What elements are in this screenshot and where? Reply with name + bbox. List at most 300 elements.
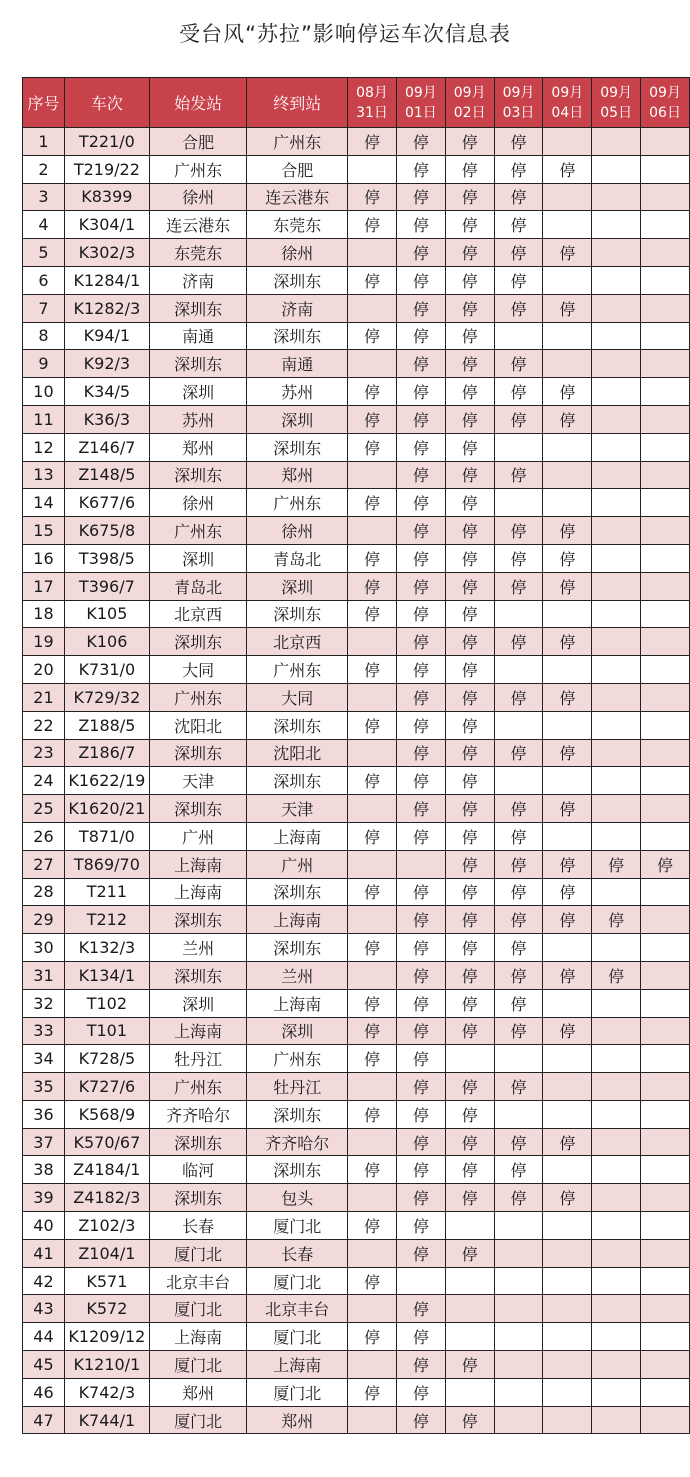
cell-no: 13 bbox=[23, 461, 65, 489]
cell-status bbox=[543, 989, 592, 1017]
cell-status bbox=[592, 1073, 641, 1101]
cell-status bbox=[348, 739, 397, 767]
table-header bbox=[23, 78, 690, 128]
cell-status bbox=[641, 1045, 690, 1073]
cell-to: 徐州 bbox=[247, 517, 348, 545]
cell-status bbox=[543, 183, 592, 211]
cell-status bbox=[641, 322, 690, 350]
cell-no: 24 bbox=[23, 767, 65, 795]
cell-status bbox=[348, 1128, 397, 1156]
cell-to: 深圳东 bbox=[247, 433, 348, 461]
cell-status bbox=[641, 350, 690, 378]
cell-status bbox=[396, 1267, 445, 1295]
cell-status bbox=[543, 1100, 592, 1128]
cell-status: 停 bbox=[543, 878, 592, 906]
cell-status: 停 bbox=[396, 544, 445, 572]
cell-no: 36 bbox=[23, 1100, 65, 1128]
cell-status: 停 bbox=[396, 934, 445, 962]
cell-status: 停 bbox=[348, 934, 397, 962]
cell-to: 广州东 bbox=[247, 128, 348, 156]
cell-no: 38 bbox=[23, 1156, 65, 1184]
cell-from: 深圳东 bbox=[149, 739, 247, 767]
cell-status bbox=[592, 683, 641, 711]
cell-status: 停 bbox=[543, 239, 592, 267]
cell-train: K572 bbox=[64, 1295, 149, 1323]
cell-status: 停 bbox=[445, 989, 494, 1017]
cell-train: T398/5 bbox=[64, 544, 149, 572]
cell-status bbox=[592, 795, 641, 823]
cell-no: 18 bbox=[23, 600, 65, 628]
table-row bbox=[23, 1156, 690, 1184]
cell-to: 兰州 bbox=[247, 961, 348, 989]
table-row bbox=[23, 183, 690, 211]
cell-status bbox=[543, 1045, 592, 1073]
cell-to: 厦门北 bbox=[247, 1323, 348, 1351]
cell-status bbox=[641, 1156, 690, 1184]
cell-status bbox=[543, 767, 592, 795]
cell-status bbox=[641, 1351, 690, 1379]
cell-status bbox=[543, 322, 592, 350]
cell-status: 停 bbox=[494, 155, 543, 183]
cell-train: T221/0 bbox=[64, 128, 149, 156]
cell-no: 9 bbox=[23, 350, 65, 378]
cell-status: 停 bbox=[445, 294, 494, 322]
cell-no: 26 bbox=[23, 822, 65, 850]
cell-from: 深圳东 bbox=[149, 294, 247, 322]
cell-status: 停 bbox=[445, 656, 494, 684]
cell-no: 10 bbox=[23, 378, 65, 406]
cell-status bbox=[543, 211, 592, 239]
cell-train: Z4182/3 bbox=[64, 1184, 149, 1212]
table-row bbox=[23, 1212, 690, 1240]
cell-status: 停 bbox=[494, 128, 543, 156]
cell-train: Z4184/1 bbox=[64, 1156, 149, 1184]
cell-status: 停 bbox=[396, 1184, 445, 1212]
cell-from: 上海南 bbox=[149, 878, 247, 906]
cell-to: 济南 bbox=[247, 294, 348, 322]
cell-status: 停 bbox=[445, 378, 494, 406]
cell-status bbox=[543, 1295, 592, 1323]
cell-train: K302/3 bbox=[64, 239, 149, 267]
cell-status bbox=[641, 1239, 690, 1267]
cell-status: 停 bbox=[396, 322, 445, 350]
cell-from: 兰州 bbox=[149, 934, 247, 962]
cell-train: K729/32 bbox=[64, 683, 149, 711]
header-date: 09月 06日 bbox=[641, 78, 690, 128]
cell-status bbox=[592, 433, 641, 461]
cell-status: 停 bbox=[543, 795, 592, 823]
cell-from: 深圳东 bbox=[149, 961, 247, 989]
cell-no: 46 bbox=[23, 1378, 65, 1406]
cell-status bbox=[445, 1378, 494, 1406]
cell-status: 停 bbox=[348, 266, 397, 294]
cell-status bbox=[641, 433, 690, 461]
cell-status bbox=[641, 1295, 690, 1323]
table-row bbox=[23, 767, 690, 795]
cell-status: 停 bbox=[348, 1323, 397, 1351]
cell-status bbox=[592, 1156, 641, 1184]
cell-no: 34 bbox=[23, 1045, 65, 1073]
cell-status: 停 bbox=[396, 822, 445, 850]
cell-status: 停 bbox=[396, 517, 445, 545]
cell-to: 天津 bbox=[247, 795, 348, 823]
table-row bbox=[23, 1351, 690, 1379]
cell-status: 停 bbox=[348, 544, 397, 572]
cell-status bbox=[592, 128, 641, 156]
cell-from: 苏州 bbox=[149, 405, 247, 433]
cell-status: 停 bbox=[396, 878, 445, 906]
cell-to: 苏州 bbox=[247, 378, 348, 406]
cell-from: 广州东 bbox=[149, 155, 247, 183]
cell-status bbox=[641, 461, 690, 489]
table-row bbox=[23, 1073, 690, 1101]
cell-status bbox=[641, 544, 690, 572]
cell-status: 停 bbox=[396, 1100, 445, 1128]
cell-status bbox=[641, 1017, 690, 1045]
cell-status: 停 bbox=[494, 961, 543, 989]
table-row bbox=[23, 405, 690, 433]
cell-to: 深圳 bbox=[247, 1017, 348, 1045]
cell-to: 广州东 bbox=[247, 489, 348, 517]
cell-train: T396/7 bbox=[64, 572, 149, 600]
cell-no: 35 bbox=[23, 1073, 65, 1101]
cell-status bbox=[494, 600, 543, 628]
table-row bbox=[23, 1239, 690, 1267]
cell-from: 大同 bbox=[149, 656, 247, 684]
cell-no: 45 bbox=[23, 1351, 65, 1379]
cell-status: 停 bbox=[445, 211, 494, 239]
cell-status: 停 bbox=[494, 934, 543, 962]
cell-to: 深圳东 bbox=[247, 266, 348, 294]
table-row bbox=[23, 239, 690, 267]
cell-status: 停 bbox=[348, 1156, 397, 1184]
cell-status: 停 bbox=[445, 711, 494, 739]
cell-train: K1210/1 bbox=[64, 1351, 149, 1379]
cell-status bbox=[641, 1267, 690, 1295]
cell-status bbox=[348, 795, 397, 823]
cell-to: 厦门北 bbox=[247, 1212, 348, 1240]
table-row bbox=[23, 1378, 690, 1406]
cell-status bbox=[641, 1073, 690, 1101]
cell-train: K675/8 bbox=[64, 517, 149, 545]
cell-status: 停 bbox=[445, 1156, 494, 1184]
cell-status bbox=[592, 989, 641, 1017]
cell-train: Z104/1 bbox=[64, 1239, 149, 1267]
table-row bbox=[23, 656, 690, 684]
cell-from: 徐州 bbox=[149, 183, 247, 211]
cell-no: 1 bbox=[23, 128, 65, 156]
cell-status bbox=[592, 378, 641, 406]
cell-train: K105 bbox=[64, 600, 149, 628]
cell-status: 停 bbox=[543, 739, 592, 767]
cell-status: 停 bbox=[543, 683, 592, 711]
cell-from: 深圳东 bbox=[149, 906, 247, 934]
cell-status: 停 bbox=[348, 183, 397, 211]
cell-status bbox=[543, 1212, 592, 1240]
cell-status bbox=[543, 1378, 592, 1406]
cell-status bbox=[348, 1239, 397, 1267]
cell-status bbox=[641, 767, 690, 795]
cell-status: 停 bbox=[445, 1406, 494, 1434]
cell-status bbox=[592, 711, 641, 739]
cell-status: 停 bbox=[396, 1239, 445, 1267]
cell-train: Z146/7 bbox=[64, 433, 149, 461]
cell-status bbox=[543, 266, 592, 294]
cell-to: 合肥 bbox=[247, 155, 348, 183]
cell-status bbox=[592, 155, 641, 183]
cell-no: 7 bbox=[23, 294, 65, 322]
cell-status bbox=[348, 961, 397, 989]
cell-status: 停 bbox=[445, 517, 494, 545]
cell-status: 停 bbox=[543, 1017, 592, 1045]
cell-status bbox=[592, 294, 641, 322]
cell-status: 停 bbox=[348, 989, 397, 1017]
cell-status: 停 bbox=[543, 961, 592, 989]
cell-status bbox=[494, 1295, 543, 1323]
cell-status: 停 bbox=[494, 795, 543, 823]
cell-status bbox=[641, 628, 690, 656]
table-row bbox=[23, 711, 690, 739]
cell-status: 停 bbox=[396, 1045, 445, 1073]
cell-status bbox=[592, 1239, 641, 1267]
cell-status bbox=[494, 322, 543, 350]
cell-status: 停 bbox=[396, 989, 445, 1017]
cell-no: 25 bbox=[23, 795, 65, 823]
cell-from: 厦门北 bbox=[149, 1351, 247, 1379]
cell-to: 广州东 bbox=[247, 1045, 348, 1073]
cell-from: 郑州 bbox=[149, 1378, 247, 1406]
cell-train: K8399 bbox=[64, 183, 149, 211]
cell-status: 停 bbox=[348, 322, 397, 350]
header-date: 09月 05日 bbox=[592, 78, 641, 128]
cell-no: 33 bbox=[23, 1017, 65, 1045]
cell-status bbox=[592, 517, 641, 545]
cell-status: 停 bbox=[396, 656, 445, 684]
cell-status bbox=[641, 711, 690, 739]
cell-status bbox=[641, 517, 690, 545]
cell-from: 长春 bbox=[149, 1212, 247, 1240]
cell-from: 深圳东 bbox=[149, 350, 247, 378]
cell-status bbox=[641, 1128, 690, 1156]
cell-status bbox=[348, 350, 397, 378]
table-row bbox=[23, 1295, 690, 1323]
cell-status: 停 bbox=[445, 934, 494, 962]
cell-status: 停 bbox=[348, 433, 397, 461]
cell-from: 厦门北 bbox=[149, 1239, 247, 1267]
cell-no: 40 bbox=[23, 1212, 65, 1240]
page-title: 受台风“苏拉”影响停运车次信息表 bbox=[179, 22, 511, 46]
cell-status: 停 bbox=[348, 1212, 397, 1240]
table-row bbox=[23, 628, 690, 656]
cell-status: 停 bbox=[445, 461, 494, 489]
cell-from: 广州东 bbox=[149, 1073, 247, 1101]
cell-no: 44 bbox=[23, 1323, 65, 1351]
cell-status bbox=[543, 600, 592, 628]
cell-to: 厦门北 bbox=[247, 1378, 348, 1406]
cell-status bbox=[494, 489, 543, 517]
cell-to: 深圳东 bbox=[247, 322, 348, 350]
cell-train: K36/3 bbox=[64, 405, 149, 433]
cell-status: 停 bbox=[396, 128, 445, 156]
table-row bbox=[23, 294, 690, 322]
cell-status: 停 bbox=[543, 517, 592, 545]
cell-status bbox=[592, 544, 641, 572]
cell-status: 停 bbox=[445, 850, 494, 878]
cell-status: 停 bbox=[348, 211, 397, 239]
cell-status bbox=[592, 183, 641, 211]
cell-status bbox=[641, 572, 690, 600]
cell-status: 停 bbox=[396, 1295, 445, 1323]
cell-train: Z188/5 bbox=[64, 711, 149, 739]
cell-status: 停 bbox=[396, 628, 445, 656]
cell-status: 停 bbox=[396, 461, 445, 489]
cell-status bbox=[592, 1184, 641, 1212]
table-row bbox=[23, 266, 690, 294]
cell-status bbox=[348, 628, 397, 656]
cell-train: K744/1 bbox=[64, 1406, 149, 1434]
cell-status bbox=[543, 934, 592, 962]
cell-status: 停 bbox=[494, 239, 543, 267]
cell-status: 停 bbox=[348, 405, 397, 433]
cell-status bbox=[641, 961, 690, 989]
cell-train: T102 bbox=[64, 989, 149, 1017]
cell-status bbox=[348, 1295, 397, 1323]
cell-train: K304/1 bbox=[64, 211, 149, 239]
cell-train: K727/6 bbox=[64, 1073, 149, 1101]
cell-status: 停 bbox=[396, 961, 445, 989]
cell-status bbox=[641, 878, 690, 906]
cell-status bbox=[348, 683, 397, 711]
cell-status: 停 bbox=[494, 183, 543, 211]
cell-status: 停 bbox=[445, 433, 494, 461]
cell-to: 徐州 bbox=[247, 239, 348, 267]
cell-status: 停 bbox=[396, 266, 445, 294]
cell-no: 19 bbox=[23, 628, 65, 656]
cell-no: 17 bbox=[23, 572, 65, 600]
cell-status bbox=[592, 211, 641, 239]
cell-status bbox=[592, 628, 641, 656]
header-train: 车次 bbox=[64, 78, 149, 128]
cell-status: 停 bbox=[396, 1073, 445, 1101]
cell-to: 深圳东 bbox=[247, 878, 348, 906]
cell-train: K568/9 bbox=[64, 1100, 149, 1128]
cell-from: 深圳东 bbox=[149, 795, 247, 823]
cell-status: 停 bbox=[494, 544, 543, 572]
cell-from: 济南 bbox=[149, 266, 247, 294]
cell-no: 42 bbox=[23, 1267, 65, 1295]
cell-status bbox=[592, 600, 641, 628]
cell-status bbox=[641, 683, 690, 711]
cell-no: 6 bbox=[23, 266, 65, 294]
cell-status: 停 bbox=[592, 850, 641, 878]
cell-to: 东莞东 bbox=[247, 211, 348, 239]
suspension-table bbox=[22, 77, 690, 1434]
cell-status bbox=[641, 795, 690, 823]
cell-to: 包头 bbox=[247, 1184, 348, 1212]
cell-train: T211 bbox=[64, 878, 149, 906]
cell-from: 厦门北 bbox=[149, 1295, 247, 1323]
cell-from: 郑州 bbox=[149, 433, 247, 461]
cell-no: 12 bbox=[23, 433, 65, 461]
table-row bbox=[23, 683, 690, 711]
cell-status: 停 bbox=[445, 544, 494, 572]
cell-status bbox=[641, 128, 690, 156]
header-from: 始发站 bbox=[149, 78, 247, 128]
cell-status bbox=[494, 1100, 543, 1128]
cell-train: T101 bbox=[64, 1017, 149, 1045]
cell-status: 停 bbox=[543, 544, 592, 572]
cell-no: 28 bbox=[23, 878, 65, 906]
cell-status: 停 bbox=[445, 683, 494, 711]
cell-status bbox=[543, 822, 592, 850]
cell-status: 停 bbox=[494, 378, 543, 406]
cell-status bbox=[543, 711, 592, 739]
cell-status: 停 bbox=[445, 906, 494, 934]
cell-to: 深圳 bbox=[247, 572, 348, 600]
cell-no: 21 bbox=[23, 683, 65, 711]
cell-status bbox=[494, 1323, 543, 1351]
cell-status: 停 bbox=[445, 739, 494, 767]
cell-train: Z148/5 bbox=[64, 461, 149, 489]
cell-status: 停 bbox=[396, 1323, 445, 1351]
cell-status bbox=[396, 850, 445, 878]
cell-status: 停 bbox=[445, 961, 494, 989]
cell-train: K728/5 bbox=[64, 1045, 149, 1073]
cell-status bbox=[641, 266, 690, 294]
cell-status: 停 bbox=[396, 433, 445, 461]
cell-status bbox=[543, 350, 592, 378]
cell-status bbox=[592, 1017, 641, 1045]
cell-no: 11 bbox=[23, 405, 65, 433]
cell-status: 停 bbox=[543, 850, 592, 878]
table-row bbox=[23, 850, 690, 878]
cell-to: 上海南 bbox=[247, 989, 348, 1017]
cell-status: 停 bbox=[494, 405, 543, 433]
cell-status: 停 bbox=[348, 1100, 397, 1128]
cell-no: 39 bbox=[23, 1184, 65, 1212]
cell-status bbox=[543, 461, 592, 489]
cell-status bbox=[494, 1045, 543, 1073]
cell-status: 停 bbox=[396, 683, 445, 711]
cell-status: 停 bbox=[543, 294, 592, 322]
cell-to: 上海南 bbox=[247, 906, 348, 934]
cell-status bbox=[641, 239, 690, 267]
cell-from: 南通 bbox=[149, 322, 247, 350]
cell-train: K132/3 bbox=[64, 934, 149, 962]
header-date: 09月 01日 bbox=[396, 78, 445, 128]
cell-no: 23 bbox=[23, 739, 65, 767]
cell-status: 停 bbox=[494, 683, 543, 711]
cell-train: Z102/3 bbox=[64, 1212, 149, 1240]
cell-train: K1284/1 bbox=[64, 266, 149, 294]
cell-status bbox=[641, 405, 690, 433]
cell-to: 北京西 bbox=[247, 628, 348, 656]
table-body bbox=[23, 128, 690, 1434]
cell-to: 北京丰台 bbox=[247, 1295, 348, 1323]
cell-status: 停 bbox=[494, 989, 543, 1017]
cell-to: 广州东 bbox=[247, 656, 348, 684]
cell-status: 停 bbox=[445, 322, 494, 350]
cell-status bbox=[445, 1045, 494, 1073]
cell-from: 合肥 bbox=[149, 128, 247, 156]
table-row bbox=[23, 128, 690, 156]
cell-status: 停 bbox=[445, 350, 494, 378]
cell-no: 3 bbox=[23, 183, 65, 211]
cell-from: 齐齐哈尔 bbox=[149, 1100, 247, 1128]
cell-status bbox=[592, 1128, 641, 1156]
table-row bbox=[23, 600, 690, 628]
cell-status: 停 bbox=[396, 1212, 445, 1240]
